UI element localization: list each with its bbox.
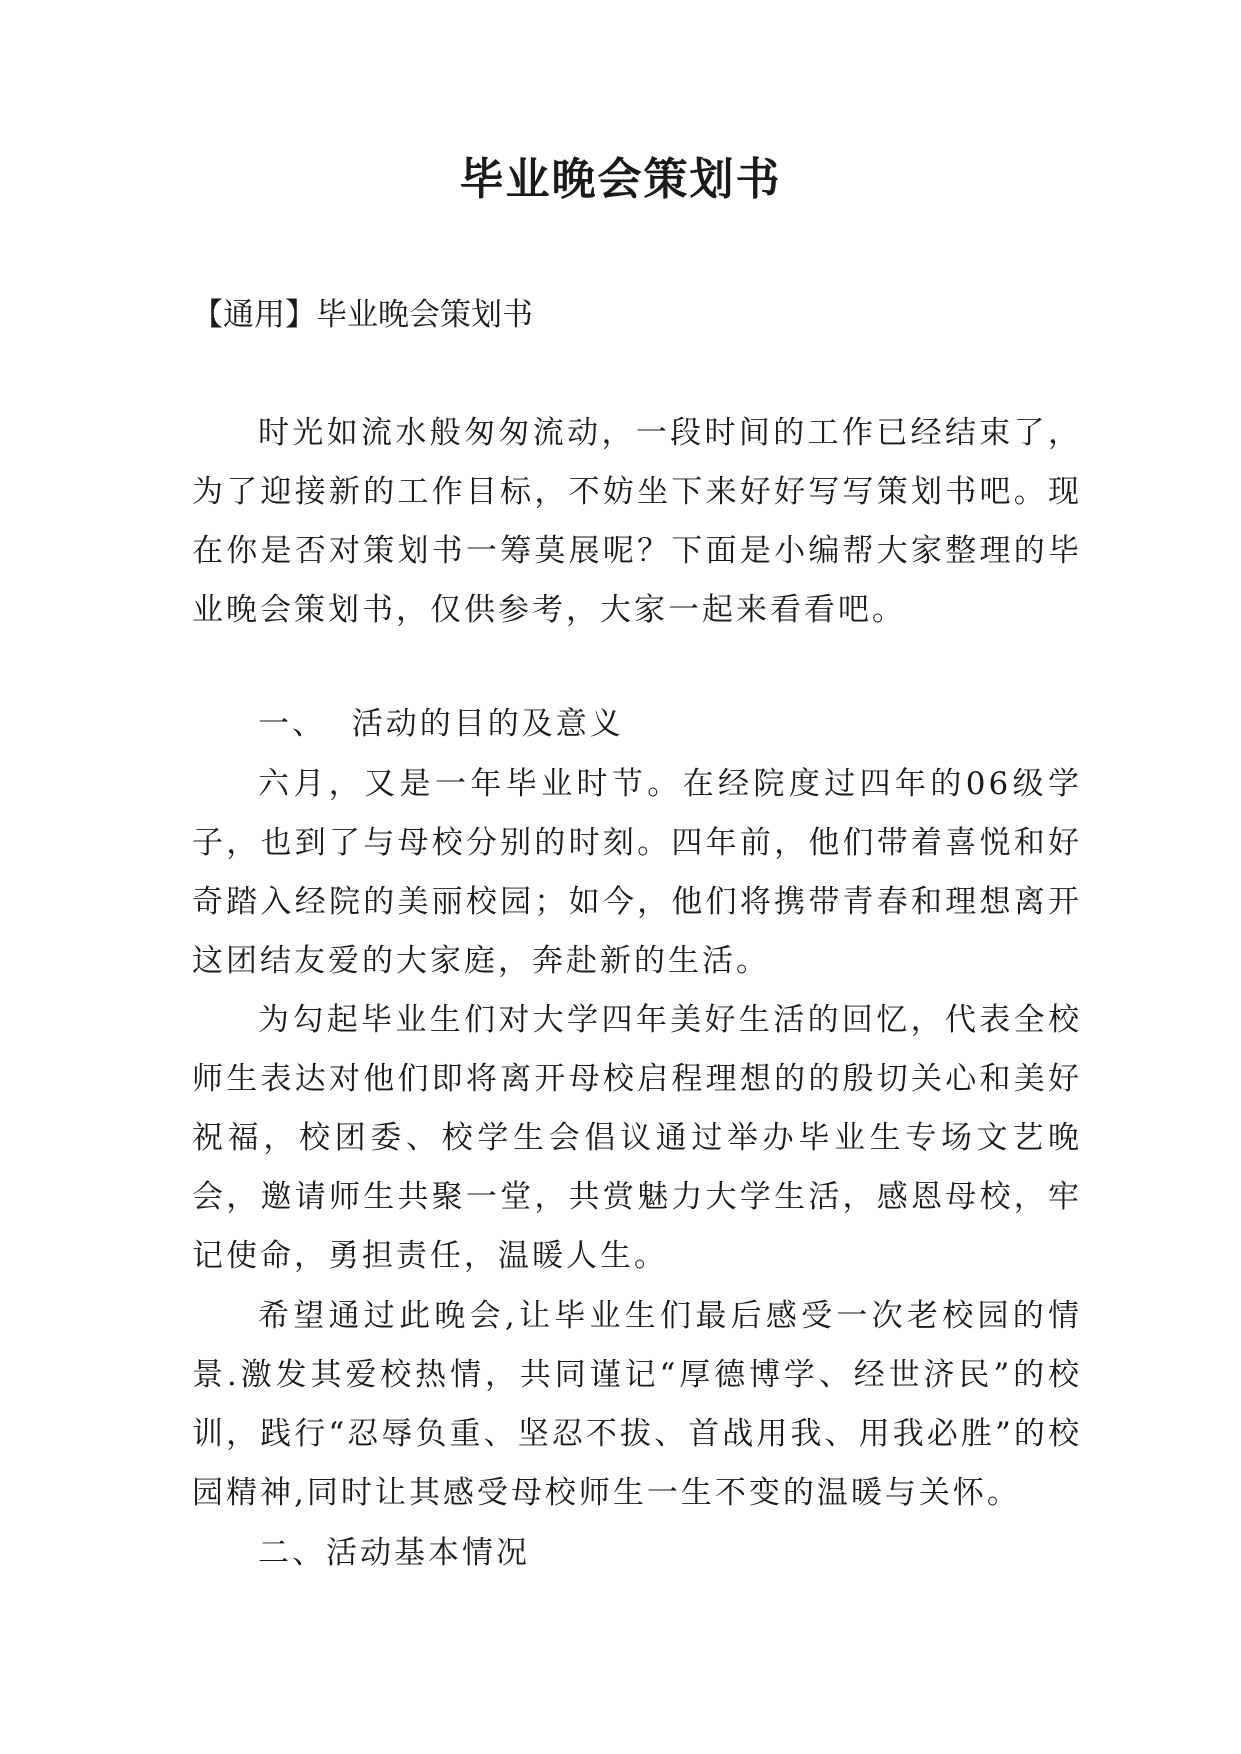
section-1-paragraph: 六月，又是一年毕业时节。在经院度过四年的06级学子，也到了与母校分别的时刻。四年前，他们带着喜悦和好奇踏入经院的美丽校园；如今，他们将携带青春和理想离开这团结友爱的大家庭，奔赴新的生活。 (192, 766, 1082, 979)
document-title: 毕业晚会策划书 (459, 154, 782, 205)
section-1-paragraph: 为勾起毕业生们对大学四年美好生活的回忆，代表全校师生表达对他们即将离开母校启程理想的的殷切关心和美好祝福，校团委、校学生会倡议通过举办毕业生专场文艺晚会，邀请师生共聚一堂，共赏魅力大学生活，感恩母校，牢记使命，勇担责任，温暖人生。 (192, 1002, 1082, 1274)
section-2-heading: 二、活动基本情况 (258, 1535, 530, 1571)
section-1-heading: 一、 活动的目的及意义 (258, 706, 624, 742)
intro-paragraph: 时光如流水般匆匆流动，一段时间的工作已经结束了，为了迎接新的工作目标，不妨坐下来好好写写策划书吧。现在你是否对策划书一筹莫展呢？下面是小编帮大家整理的毕业晚会策划书，仅供参考，大家一起来看看吧。 (192, 415, 1082, 628)
document-subtitle: 【通用】毕业晚会策划书 (192, 297, 533, 333)
section-1-paragraph: 希望通过此晚会,让毕业生们最后感受一次老校园的情景.激发其爱校热情，共同谨记“厚德博学、经世济民”的校训，践行“忍辱负重、坚忍不拔、首战用我、用我必胜”的校园精神,同时让其感受母校师生一生不变的温暖与关怀。 (192, 1298, 1082, 1511)
